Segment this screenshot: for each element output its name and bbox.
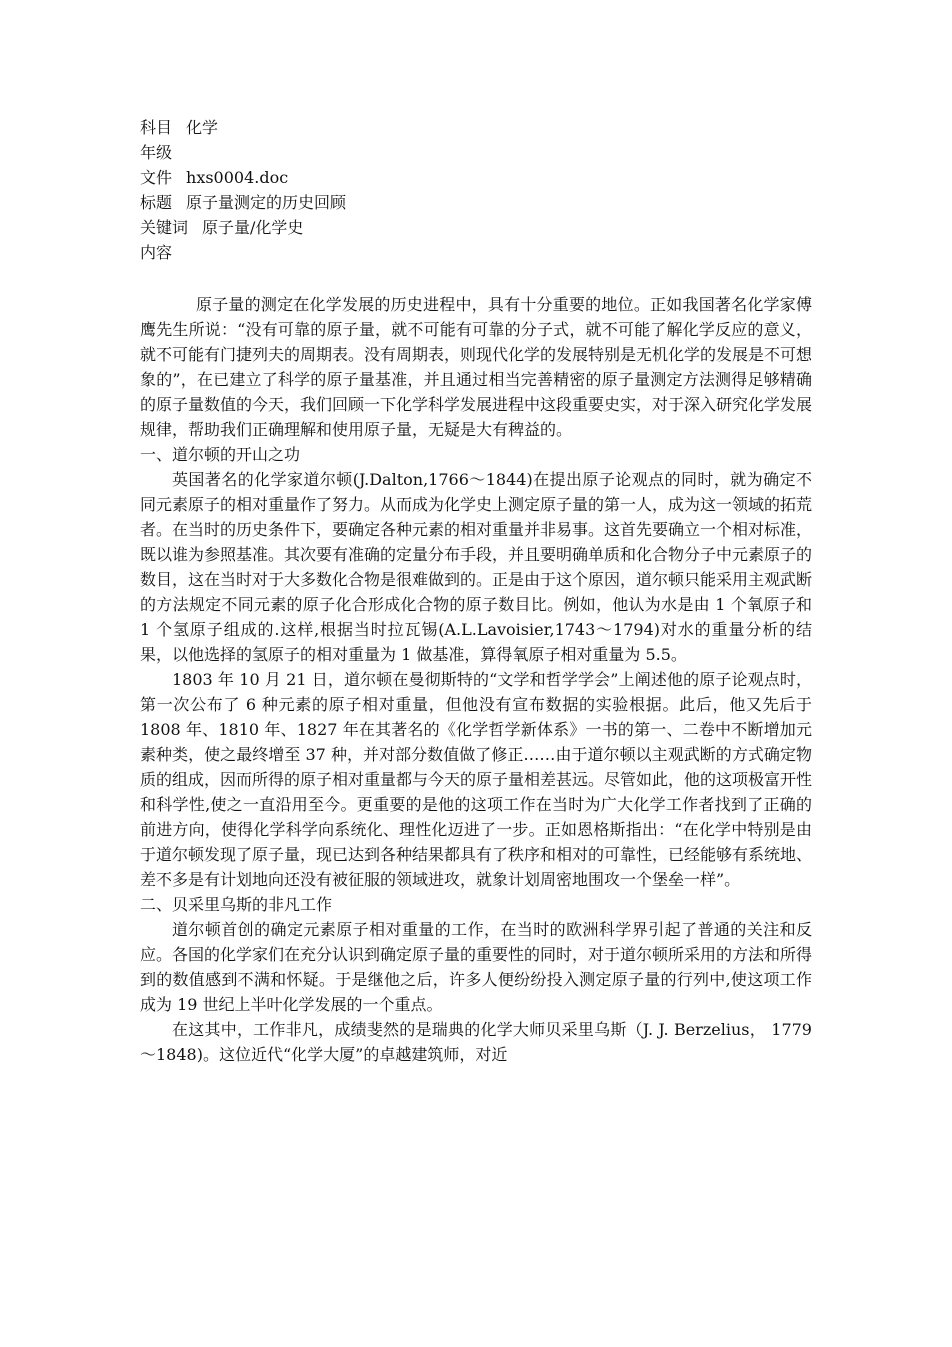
body-paragraph: 道尔顿首创的确定元素原子相对重量的工作，在当时的欧洲科学界引起了普通的关注和反应。各国的化学家们在充分认识到确定原子量的重要性的同时，对于道尔顿所采用的方法和所得到的数值感到不满和怀疑。于是继他之后，许多人便纷纷投入测定原子量的行列中,使这项工作成为 19 世纪上半叶化学发展的一个重点。 — [140, 920, 813, 1014]
section-heading: 二、贝采里乌斯的非凡工作 — [140, 895, 333, 914]
body-paragraph: 英国著名的化学家道尔顿(J.Dalton,1766～1844)在提出原子论观点的同时，就为确定不同元素原子的相对重量作了努力。从而成为化学史上测定原子量的第一人，成为这一领域的拓荒者。在当时的历史条件下，要确定各种元素的相对重量并非易事。这首先要确立一个相对标准，既以谁为参照基准。其次要有准确的定量分布手段，并且要明确单质和化合物分子中元素原子的数目，这在当时对于大多数化合物是很难做到的。正是由于这个原因，道尔顿只能采用主观武断的方法规定不同元素的原子化合形成化合物的原子数目比。例如，他认为水是由 1 个氧原子和 1 个氢原子组成的.这样,根据当时拉瓦锡(A.L.Lavoisier,1743～1794)对水的重量分析的结果，以他选择的氢原子的相对重量为 1 做基准，算得氧原子相对重量为 5.5。 — [140, 470, 813, 664]
spacer — [140, 265, 812, 290]
meta-label: 内容 — [140, 243, 173, 262]
body-paragraph: 1803 年 10 月 21 日，道尔顿在曼彻斯特的“文学和哲学学会”上阐述他的原子论观点时，第一次公布了 6 种元素的原子相对重量，但他没有宣布数据的实验根据。此后，他又先后于 1808 年、1810 年、1827 年在其著名的《化学哲学新体系》一书的第一、二卷中不断增加元素种类，使之最终增至 37 种，并对部分数值做了修正……由于道尔顿以主观武断的方式确定物质的组成，因而所得的原子相对重量都与今天的原子量相差甚远。尽管如此，他的这项极富开性和科学性,使之一直沿用至今。更重要的是他的这项工作在当时为广大化学工作者找到了正确的前进方向，使得化学科学向系统化、理性化迈进了一步。正如恩格斯指出：“在化学中特别是由于道尔顿发现了原子量，现已达到各种结果都具有了秩序和相对的可靠性，已经能够有系统地、差不多是有计划地向还没有被征服的领域进攻，就象计划周密地围攻一个堡垒一样”。 — [140, 670, 813, 889]
metadata-block — [140, 115, 812, 265]
section-heading: 一、道尔顿的开山之功 — [140, 445, 301, 464]
intro-paragraph: 原子量的测定在化学发展的历史进程中，具有十分重要的地位。正如我国著名化学家傅鹰先生所说：“没有可靠的原子量，就不可能有可靠的分子式，就不可能了解化学反应的意义，就不可能有门捷列夫的周期表。没有周期表，则现代化学的发展特别是无机化学的发展是不可想象的”，在已建立了科学的原子量基准，并且通过相当完善精密的原子量测定方法测得足够精确的原子量数值的今天，我们回顾一下化学科学发展进程中这段重要史实，对于深入研究化学发展规律，帮助我们正确理解和使用原子量，无疑是大有稗益的。 — [140, 295, 813, 439]
body-paragraph: 在这其中，工作非凡，成绩斐然的是瑞典的化学大师贝采里乌斯（J. J. Berzelius， 1779～1848)。这位近代“化学大厦”的卓越建筑师，对近 — [140, 1020, 812, 1064]
meta-row-file — [140, 165, 812, 190]
meta-label: 文件 — [140, 168, 173, 187]
meta-row-subject — [140, 115, 812, 140]
meta-row-grade — [140, 140, 812, 165]
meta-value: 化学 — [186, 118, 219, 137]
meta-value: hxs0004.doc — [186, 168, 289, 187]
meta-row-keywords — [140, 215, 812, 240]
meta-label: 标题 — [140, 193, 173, 212]
meta-row-title — [140, 190, 812, 215]
document-page — [140, 115, 812, 1067]
meta-label: 年级 — [140, 143, 173, 162]
meta-value: 原子量测定的历史回顾 — [186, 193, 347, 212]
meta-label: 关键词 — [140, 218, 189, 237]
meta-value: 原子量/化学史 — [202, 218, 304, 237]
meta-row-content — [140, 240, 812, 265]
meta-label: 科目 — [140, 118, 173, 137]
